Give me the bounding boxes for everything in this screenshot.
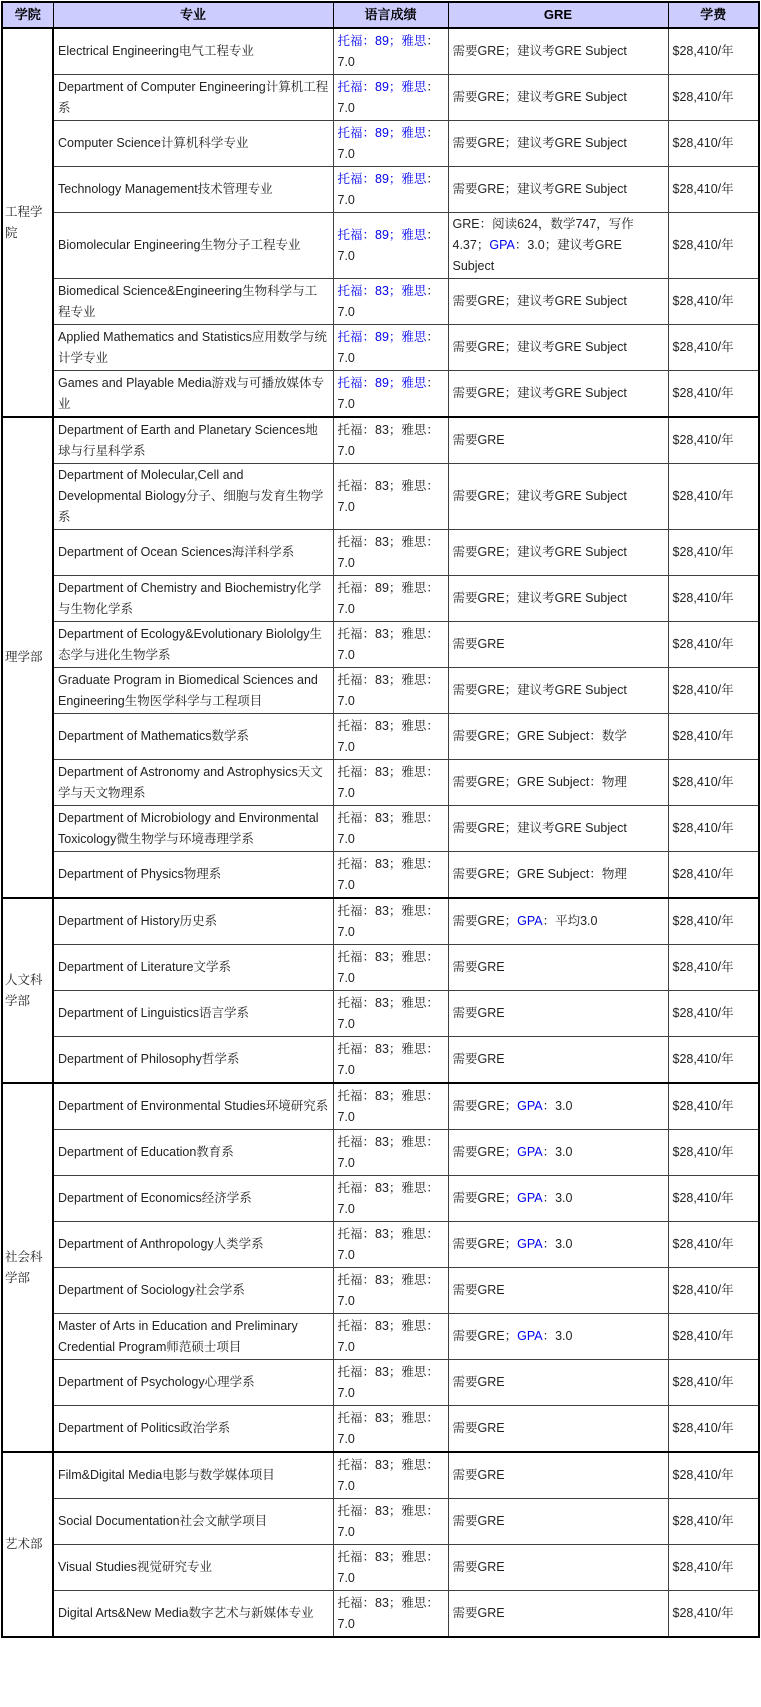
table-row bbox=[2, 852, 759, 899]
cell-text: 需要GRE；GRE Subject：物理 bbox=[452, 775, 627, 789]
cell-text: ：3.0 bbox=[542, 1329, 573, 1343]
gpa-link[interactable]: GPA bbox=[517, 1237, 543, 1251]
cell-text: 需要GRE bbox=[452, 1514, 505, 1528]
cell-text: 托福：83；雅思：7.0 bbox=[337, 626, 439, 662]
table-row bbox=[2, 1591, 759, 1638]
language-cell bbox=[333, 464, 448, 530]
tuition-cell: $28,410/年 bbox=[668, 75, 759, 121]
gre-cell bbox=[448, 279, 668, 325]
gre-cell bbox=[448, 1176, 668, 1222]
table-row bbox=[2, 576, 759, 622]
table-row bbox=[2, 167, 759, 213]
cell-text: ：7.0 bbox=[337, 125, 439, 161]
table-row bbox=[2, 1314, 759, 1360]
gre-cell bbox=[448, 28, 668, 75]
table-row bbox=[2, 1360, 759, 1406]
gpa-link[interactable]: GPA bbox=[517, 1191, 543, 1205]
gre-cell bbox=[448, 464, 668, 530]
table-row bbox=[2, 530, 759, 576]
college-cell: 社会科学部 bbox=[2, 1083, 53, 1452]
gre-cell bbox=[448, 1222, 668, 1268]
tuition-cell: $28,410/年 bbox=[668, 213, 759, 279]
table-row bbox=[2, 668, 759, 714]
gre-cell bbox=[448, 1406, 668, 1453]
gre-cell bbox=[448, 806, 668, 852]
gre-cell bbox=[448, 167, 668, 213]
cell-text: ：7.0 bbox=[337, 227, 439, 263]
table-row bbox=[2, 622, 759, 668]
language-cell bbox=[333, 167, 448, 213]
gre-cell bbox=[448, 121, 668, 167]
gre-cell bbox=[448, 1545, 668, 1591]
gre-cell bbox=[448, 945, 668, 991]
program-cell: Master of Arts in Education and Preliminary Credential Program师范硕士项目 bbox=[53, 1314, 333, 1360]
language-cell bbox=[333, 1083, 448, 1130]
language-cell bbox=[333, 898, 448, 945]
program-cell: Department of Earth and Planetary Sciences地球与行星科学系 bbox=[53, 417, 333, 464]
tuition-cell: $28,410/年 bbox=[668, 417, 759, 464]
cell-text: 需要GRE；建议考GRE Subject bbox=[452, 340, 627, 354]
toefl-ielts-link[interactable]: 托福：89；雅思 bbox=[337, 329, 427, 344]
program-cell: Department of Philosophy哲学系 bbox=[53, 1037, 333, 1084]
program-cell: Department of Computer Engineering计算机工程系 bbox=[53, 75, 333, 121]
table-row bbox=[2, 760, 759, 806]
cell-text: 托福：83；雅思：7.0 bbox=[337, 1318, 439, 1354]
cell-text: 托福：83；雅思：7.0 bbox=[337, 1041, 439, 1077]
tuition-cell: $28,410/年 bbox=[668, 530, 759, 576]
tuition-cell: $28,410/年 bbox=[668, 898, 759, 945]
cell-text: 需要GRE； bbox=[452, 914, 518, 928]
tuition-cell: $28,410/年 bbox=[668, 28, 759, 75]
toefl-ielts-link[interactable]: 托福：89；雅思 bbox=[337, 227, 427, 242]
gpa-link[interactable]: GPA bbox=[517, 914, 543, 928]
table-row bbox=[2, 75, 759, 121]
tuition-cell: $28,410/年 bbox=[668, 991, 759, 1037]
table-row bbox=[2, 1268, 759, 1314]
table-row bbox=[2, 806, 759, 852]
gre-cell bbox=[448, 852, 668, 899]
cell-text: ：7.0 bbox=[337, 283, 439, 319]
language-cell bbox=[333, 1176, 448, 1222]
gre-cell bbox=[448, 1314, 668, 1360]
tuition-cell: $28,410/年 bbox=[668, 714, 759, 760]
gre-cell bbox=[448, 898, 668, 945]
cell-text: 需要GRE； bbox=[452, 1191, 518, 1205]
table-row bbox=[2, 28, 759, 75]
program-cell: Department of Sociology社会学系 bbox=[53, 1268, 333, 1314]
cell-text: 托福：83；雅思：7.0 bbox=[337, 1088, 439, 1124]
gre-cell bbox=[448, 714, 668, 760]
cell-text: 需要GRE；建议考GRE Subject bbox=[452, 489, 627, 503]
program-cell: Department of Politics政治学系 bbox=[53, 1406, 333, 1453]
program-cell: Department of Environmental Studies环境研究系 bbox=[53, 1083, 333, 1130]
language-cell bbox=[333, 1499, 448, 1545]
program-cell: Department of Anthropology人类学系 bbox=[53, 1222, 333, 1268]
cell-text: 需要GRE bbox=[452, 1006, 505, 1020]
cell-text: 需要GRE；建议考GRE Subject bbox=[452, 683, 627, 697]
tuition-cell: $28,410/年 bbox=[668, 1499, 759, 1545]
gre-cell bbox=[448, 530, 668, 576]
gre-cell bbox=[448, 1452, 668, 1499]
language-cell bbox=[333, 1222, 448, 1268]
language-cell bbox=[333, 279, 448, 325]
cell-text: ：7.0 bbox=[337, 33, 439, 69]
tuition-cell: $28,410/年 bbox=[668, 1406, 759, 1453]
col-header-tuition: 学费 bbox=[668, 2, 759, 28]
toefl-ielts-link[interactable]: 托福：89；雅思 bbox=[337, 33, 427, 48]
cell-text: 需要GRE bbox=[452, 1468, 505, 1482]
program-cell: Department of Molecular,Cell and Developmental Biology分子、细胞与发育生物学系 bbox=[53, 464, 333, 530]
cell-text: 需要GRE；GRE Subject：物理 bbox=[452, 867, 627, 881]
language-cell bbox=[333, 417, 448, 464]
gre-cell bbox=[448, 417, 668, 464]
tuition-cell: $28,410/年 bbox=[668, 1591, 759, 1638]
gre-cell bbox=[448, 1499, 668, 1545]
tuition-cell: $28,410/年 bbox=[668, 760, 759, 806]
gre-cell bbox=[448, 371, 668, 418]
cell-text: 托福：83；雅思：7.0 bbox=[337, 1549, 439, 1585]
college-cell: 艺术部 bbox=[2, 1452, 53, 1637]
language-cell bbox=[333, 1545, 448, 1591]
program-cell: Department of Ecology&Evolutionary Biololgy生态学与进化生物学系 bbox=[53, 622, 333, 668]
cell-text: 托福：83；雅思：7.0 bbox=[337, 764, 439, 800]
table-row bbox=[2, 325, 759, 371]
cell-text: 需要GRE bbox=[452, 1421, 505, 1435]
tuition-cell: $28,410/年 bbox=[668, 945, 759, 991]
toefl-ielts-link[interactable]: 托福：89；雅思 bbox=[337, 79, 427, 94]
cell-text: 托福：83；雅思：7.0 bbox=[337, 1272, 439, 1308]
table-row bbox=[2, 1406, 759, 1453]
cell-text: 托福：83；雅思：7.0 bbox=[337, 995, 439, 1031]
program-cell: Electrical Engineering电气工程专业 bbox=[53, 28, 333, 75]
program-cell: Biomedical Science&Engineering生物科学与工程专业 bbox=[53, 279, 333, 325]
tuition-cell: $28,410/年 bbox=[668, 806, 759, 852]
program-cell: Department of Mathematics数学系 bbox=[53, 714, 333, 760]
cell-text: ：7.0 bbox=[337, 375, 439, 411]
cell-text: 需要GRE；建议考GRE Subject bbox=[452, 44, 627, 58]
cell-text: 托福：83；雅思：7.0 bbox=[337, 1410, 439, 1446]
col-header-major: 专业 bbox=[53, 2, 333, 28]
cell-text: ：3.0 bbox=[542, 1099, 573, 1113]
cell-text: ：3.0；建议考GRE Subject bbox=[452, 238, 622, 273]
program-cell: Graduate Program in Biomedical Sciences and Engineering生物医学科学与工程项目 bbox=[53, 668, 333, 714]
cell-text: 托福：83；雅思：7.0 bbox=[337, 856, 439, 892]
cell-text: 托福：83；雅思：7.0 bbox=[337, 903, 439, 939]
college-cell: 人文科学部 bbox=[2, 898, 53, 1083]
program-cell: Department of Linguistics语言学系 bbox=[53, 991, 333, 1037]
college-cell: 工程学院 bbox=[2, 28, 53, 417]
table-row bbox=[2, 279, 759, 325]
toefl-ielts-link[interactable]: 托福：89；雅思 bbox=[337, 375, 427, 390]
gpa-link[interactable]: GPA bbox=[517, 1099, 543, 1113]
table-row bbox=[2, 714, 759, 760]
cell-text: 需要GRE；建议考GRE Subject bbox=[452, 545, 627, 559]
cell-text: 需要GRE；建议考GRE Subject bbox=[452, 90, 627, 104]
language-cell bbox=[333, 1130, 448, 1176]
cell-text: 托福：83；雅思：7.0 bbox=[337, 1226, 439, 1262]
table-row bbox=[2, 121, 759, 167]
tuition-cell: $28,410/年 bbox=[668, 1037, 759, 1084]
program-cell: Department of Psychology心理学系 bbox=[53, 1360, 333, 1406]
program-cell: Visual Studies视觉研究专业 bbox=[53, 1545, 333, 1591]
cell-text: 托福：83；雅思：7.0 bbox=[337, 1364, 439, 1400]
table-header bbox=[2, 2, 759, 28]
cell-text: 需要GRE； bbox=[452, 1099, 518, 1113]
cell-text: 托福：83；雅思：7.0 bbox=[337, 1503, 439, 1539]
tuition-cell: $28,410/年 bbox=[668, 1314, 759, 1360]
gpa-link[interactable]: GPA bbox=[489, 238, 515, 252]
program-cell: Department of History历史系 bbox=[53, 898, 333, 945]
program-cell: Digital Arts&New Media数字艺术与新媒体专业 bbox=[53, 1591, 333, 1638]
tuition-cell: $28,410/年 bbox=[668, 121, 759, 167]
table-row bbox=[2, 1130, 759, 1176]
language-cell bbox=[333, 325, 448, 371]
cell-text: GRE：阅读624，数学747，写作4.37； bbox=[452, 217, 634, 252]
programs-table bbox=[1, 1, 760, 1638]
gre-cell bbox=[448, 325, 668, 371]
tuition-cell: $28,410/年 bbox=[668, 167, 759, 213]
language-cell bbox=[333, 852, 448, 899]
language-cell bbox=[333, 1406, 448, 1453]
table-row bbox=[2, 991, 759, 1037]
table-row bbox=[2, 371, 759, 418]
cell-text: 需要GRE；建议考GRE Subject bbox=[452, 136, 627, 150]
program-cell: Department of Education教育系 bbox=[53, 1130, 333, 1176]
cell-text: 需要GRE；GRE Subject：数学 bbox=[452, 729, 627, 743]
language-cell bbox=[333, 945, 448, 991]
language-cell bbox=[333, 991, 448, 1037]
language-cell bbox=[333, 714, 448, 760]
program-cell: Biomolecular Engineering生物分子工程专业 bbox=[53, 213, 333, 279]
cell-text: 需要GRE；建议考GRE Subject bbox=[452, 386, 627, 400]
tuition-cell: $28,410/年 bbox=[668, 1130, 759, 1176]
toefl-ielts-link[interactable]: 托福：83；雅思 bbox=[337, 283, 427, 298]
gre-cell bbox=[448, 1083, 668, 1130]
cell-text: ：3.0 bbox=[542, 1191, 573, 1205]
program-cell: Department of Chemistry and Biochemistry化学与生物化学系 bbox=[53, 576, 333, 622]
tuition-cell: $28,410/年 bbox=[668, 1176, 759, 1222]
table-row bbox=[2, 1083, 759, 1130]
language-cell bbox=[333, 622, 448, 668]
cell-text: 托福：83；雅思：7.0 bbox=[337, 810, 439, 846]
cell-text: 需要GRE bbox=[452, 1283, 505, 1297]
tuition-cell: $28,410/年 bbox=[668, 371, 759, 418]
cell-text: 托福：83；雅思：7.0 bbox=[337, 1134, 439, 1170]
language-cell bbox=[333, 28, 448, 75]
cell-text: 需要GRE； bbox=[452, 1329, 518, 1343]
gre-cell bbox=[448, 576, 668, 622]
language-cell bbox=[333, 371, 448, 418]
cell-text: 托福：83；雅思：7.0 bbox=[337, 949, 439, 985]
gre-cell bbox=[448, 1037, 668, 1084]
cell-text: 需要GRE bbox=[452, 637, 505, 651]
col-header-college: 学院 bbox=[2, 2, 53, 28]
gre-cell bbox=[448, 1130, 668, 1176]
gre-cell bbox=[448, 1591, 668, 1638]
language-cell bbox=[333, 530, 448, 576]
cell-text: 托福：83；雅思：7.0 bbox=[337, 1595, 439, 1631]
table-row bbox=[2, 1222, 759, 1268]
cell-text: 托福：89；雅思：7.0 bbox=[337, 580, 439, 616]
cell-text: ：7.0 bbox=[337, 329, 439, 365]
cell-text: 需要GRE bbox=[452, 1052, 505, 1066]
program-cell: Department of Physics物理系 bbox=[53, 852, 333, 899]
tuition-cell: $28,410/年 bbox=[668, 325, 759, 371]
cell-text: 需要GRE； bbox=[452, 1237, 518, 1251]
tuition-cell: $28,410/年 bbox=[668, 1222, 759, 1268]
program-cell: Department of Economics经济学系 bbox=[53, 1176, 333, 1222]
gre-cell bbox=[448, 991, 668, 1037]
cell-text: 托福：83；雅思：7.0 bbox=[337, 718, 439, 754]
gre-cell bbox=[448, 622, 668, 668]
table-row bbox=[2, 1452, 759, 1499]
cell-text: ：3.0 bbox=[542, 1145, 573, 1159]
gpa-link[interactable]: GPA bbox=[517, 1329, 543, 1343]
cell-text: ：3.0 bbox=[542, 1237, 573, 1251]
cell-text: 需要GRE bbox=[452, 433, 505, 447]
table-row bbox=[2, 945, 759, 991]
table-row bbox=[2, 1499, 759, 1545]
gpa-link[interactable]: GPA bbox=[517, 1145, 543, 1159]
header-row bbox=[2, 2, 759, 28]
language-cell bbox=[333, 213, 448, 279]
table-row bbox=[2, 213, 759, 279]
table-body bbox=[2, 28, 759, 1637]
table-row bbox=[2, 898, 759, 945]
gre-cell bbox=[448, 668, 668, 714]
col-header-language: 语言成绩 bbox=[333, 2, 448, 28]
cell-text: 托福：83；雅思：7.0 bbox=[337, 534, 439, 570]
program-cell: Department of Ocean Sciences海洋科学系 bbox=[53, 530, 333, 576]
cell-text: ：7.0 bbox=[337, 79, 439, 115]
table-row bbox=[2, 464, 759, 530]
gre-cell bbox=[448, 213, 668, 279]
gre-cell bbox=[448, 1360, 668, 1406]
language-cell bbox=[333, 1037, 448, 1084]
program-cell: Social Documentation社会文献学项目 bbox=[53, 1499, 333, 1545]
language-cell bbox=[333, 1314, 448, 1360]
program-cell: Film&Digital Media电影与数学媒体项目 bbox=[53, 1452, 333, 1499]
tuition-cell: $28,410/年 bbox=[668, 1545, 759, 1591]
tuition-cell: $28,410/年 bbox=[668, 668, 759, 714]
program-cell: Applied Mathematics and Statistics应用数学与统计学专业 bbox=[53, 325, 333, 371]
cell-text: 托福：83；雅思：7.0 bbox=[337, 1457, 439, 1493]
cell-text: ：平均3.0 bbox=[542, 914, 598, 928]
language-cell bbox=[333, 806, 448, 852]
cell-text: 托福：83；雅思：7.0 bbox=[337, 1180, 439, 1216]
language-cell bbox=[333, 1591, 448, 1638]
gre-cell bbox=[448, 1268, 668, 1314]
program-cell: Technology Management技术管理专业 bbox=[53, 167, 333, 213]
cell-text: 需要GRE bbox=[452, 960, 505, 974]
toefl-ielts-link[interactable]: 托福：89；雅思 bbox=[337, 171, 427, 186]
gre-cell bbox=[448, 75, 668, 121]
tuition-cell: $28,410/年 bbox=[668, 1360, 759, 1406]
tuition-cell: $28,410/年 bbox=[668, 1452, 759, 1499]
language-cell bbox=[333, 75, 448, 121]
table-row bbox=[2, 1545, 759, 1591]
tuition-cell: $28,410/年 bbox=[668, 279, 759, 325]
table-row bbox=[2, 1176, 759, 1222]
language-cell bbox=[333, 1268, 448, 1314]
table-row bbox=[2, 417, 759, 464]
gre-cell bbox=[448, 760, 668, 806]
toefl-ielts-link[interactable]: 托福：89；雅思 bbox=[337, 125, 427, 140]
cell-text: 需要GRE；建议考GRE Subject bbox=[452, 821, 627, 835]
tuition-cell: $28,410/年 bbox=[668, 622, 759, 668]
program-cell: Department of Astronomy and Astrophysics天文学与天文物理系 bbox=[53, 760, 333, 806]
program-cell: Games and Playable Media游戏与可播放媒体专业 bbox=[53, 371, 333, 418]
cell-text: 需要GRE；建议考GRE Subject bbox=[452, 294, 627, 308]
language-cell bbox=[333, 576, 448, 622]
cell-text: 需要GRE； bbox=[452, 1145, 518, 1159]
tuition-cell: $28,410/年 bbox=[668, 852, 759, 899]
cell-text: 需要GRE；建议考GRE Subject bbox=[452, 182, 627, 196]
language-cell bbox=[333, 1452, 448, 1499]
tuition-cell: $28,410/年 bbox=[668, 576, 759, 622]
cell-text: 需要GRE bbox=[452, 1606, 505, 1620]
program-cell: Computer Science计算机科学专业 bbox=[53, 121, 333, 167]
cell-text: 托福：83；雅思：7.0 bbox=[337, 422, 439, 458]
language-cell bbox=[333, 121, 448, 167]
college-cell: 理学部 bbox=[2, 417, 53, 898]
cell-text: ：7.0 bbox=[337, 171, 439, 207]
language-cell bbox=[333, 1360, 448, 1406]
cell-text: 托福：83；雅思：7.0 bbox=[337, 478, 439, 514]
cell-text: 需要GRE bbox=[452, 1560, 505, 1574]
cell-text: 需要GRE bbox=[452, 1375, 505, 1389]
table-row bbox=[2, 1037, 759, 1084]
program-cell: Department of Literature文学系 bbox=[53, 945, 333, 991]
cell-text: 需要GRE；建议考GRE Subject bbox=[452, 591, 627, 605]
language-cell bbox=[333, 760, 448, 806]
program-cell: Department of Microbiology and Environmental Toxicology微生物学与环境毒理学系 bbox=[53, 806, 333, 852]
tuition-cell: $28,410/年 bbox=[668, 1083, 759, 1130]
tuition-cell: $28,410/年 bbox=[668, 1268, 759, 1314]
col-header-gre: GRE bbox=[448, 2, 668, 28]
language-cell bbox=[333, 668, 448, 714]
tuition-cell: $28,410/年 bbox=[668, 464, 759, 530]
cell-text: 托福：83；雅思：7.0 bbox=[337, 672, 439, 708]
